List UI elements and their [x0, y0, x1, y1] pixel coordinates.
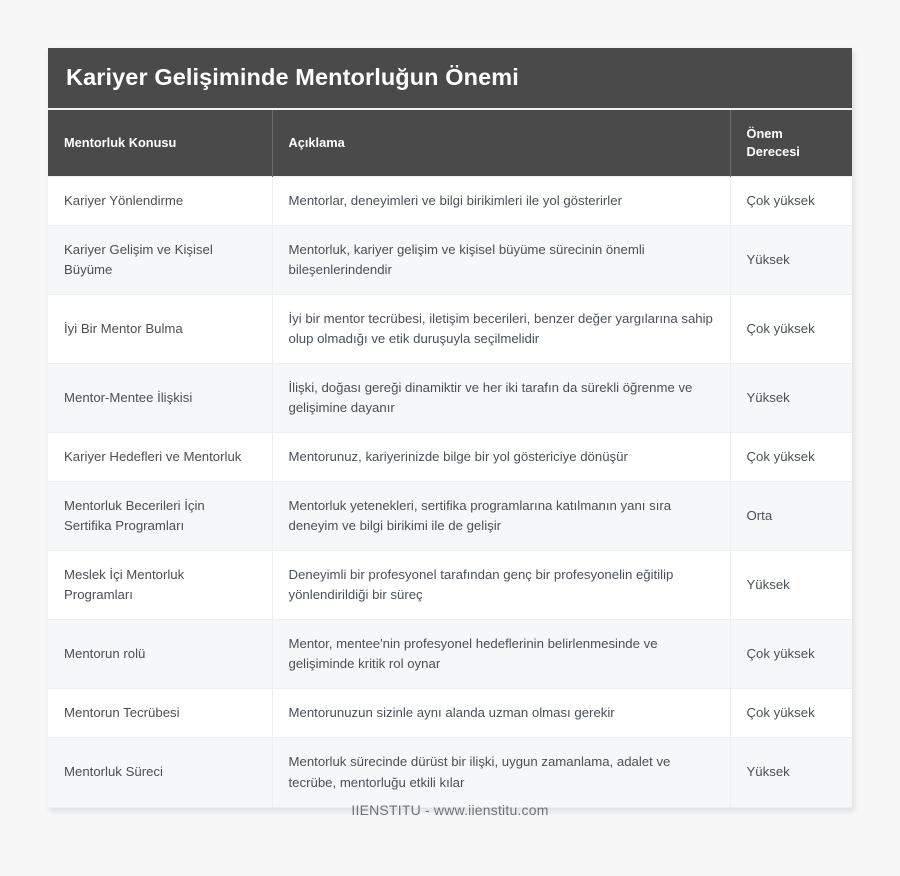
table-header-row — [48, 110, 852, 176]
table-row — [48, 738, 852, 807]
cell-topic: Mentorluk Becerileri İçin Sertifika Programları — [48, 482, 272, 551]
cell-description: Mentorlar, deneyimleri ve bilgi birikimleri ile yol gösterirler — [272, 176, 730, 225]
column-header-importance-line2: Derecesi — [746, 143, 800, 159]
cell-importance: Orta — [730, 482, 852, 551]
cell-description: İyi bir mentor tecrübesi, iletişim becerileri, benzer değer yargılarına sahip olup olmadığı ve etik duruşuyla seçilmelidir — [272, 294, 730, 363]
column-header-importance — [730, 110, 852, 176]
table-row — [48, 225, 852, 294]
table-row — [48, 294, 852, 363]
cell-topic: Kariyer Yönlendirme — [48, 176, 272, 225]
cell-description: Deneyimli bir profesyonel tarafından genç bir profesyonelin eğitilip yönlendirildiği bir süreç — [272, 551, 730, 620]
table-row — [48, 620, 852, 689]
table-body — [48, 176, 852, 807]
footer-branding: IIENSTITU - www.iienstitu.com — [351, 802, 549, 818]
table-row — [48, 482, 852, 551]
page-title: Kariyer Gelişiminde Mentorluğun Önemi — [66, 64, 519, 91]
column-header-description: Açıklama — [272, 110, 730, 176]
column-header-topic: Mentorluk Konusu — [48, 110, 272, 176]
table-row — [48, 176, 852, 225]
table-header — [48, 110, 852, 176]
mentorship-table — [48, 110, 852, 808]
cell-topic: Kariyer Hedefleri ve Mentorluk — [48, 432, 272, 481]
cell-importance: Çok yüksek — [730, 294, 852, 363]
cell-topic: Mentor-Mentee İlişkisi — [48, 363, 272, 432]
cell-importance: Çok yüksek — [730, 176, 852, 225]
cell-topic: Mentorluk Süreci — [48, 738, 272, 807]
cell-description: Mentorluk yetenekleri, sertifika programlarına katılmanın yanı sıra deneyim ve bilgi birikimi ile de gelişir — [272, 482, 730, 551]
cell-importance: Yüksek — [730, 551, 852, 620]
table-row — [48, 363, 852, 432]
cell-topic: Meslek İçi Mentorluk Programları — [48, 551, 272, 620]
cell-importance: Çok yüksek — [730, 689, 852, 738]
infographic-card — [48, 48, 852, 808]
cell-topic: İyi Bir Mentor Bulma — [48, 294, 272, 363]
cell-description: Mentorluk, kariyer gelişim ve kişisel büyüme sürecinin önemli bileşenlerindendir — [272, 225, 730, 294]
cell-description: Mentorluk sürecinde dürüst bir ilişki, uygun zamanlama, adalet ve tecrübe, mentorluğu etkili kılar — [272, 738, 730, 807]
cell-importance: Yüksek — [730, 738, 852, 807]
cell-description: İlişki, doğası gereği dinamiktir ve her iki tarafın da sürekli öğrenme ve gelişimine dayanır — [272, 363, 730, 432]
cell-description: Mentorunuz, kariyerinizde bilge bir yol göstericiye dönüşür — [272, 432, 730, 481]
cell-importance: Çok yüksek — [730, 432, 852, 481]
table-row — [48, 432, 852, 481]
cell-importance: Yüksek — [730, 363, 852, 432]
cell-description: Mentor, mentee'nin profesyonel hedeflerinin belirlenmesinde ve gelişiminde kritik rol oynar — [272, 620, 730, 689]
table-row — [48, 551, 852, 620]
table-row — [48, 689, 852, 738]
column-header-importance-line1: Önem — [746, 125, 783, 141]
cell-description: Mentorunuzun sizinle aynı alanda uzman olması gerekir — [272, 689, 730, 738]
cell-importance: Çok yüksek — [730, 620, 852, 689]
cell-topic: Mentorun rolü — [48, 620, 272, 689]
cell-importance: Yüksek — [730, 225, 852, 294]
card-title-bar — [48, 48, 852, 110]
cell-topic: Mentorun Tecrübesi — [48, 689, 272, 738]
cell-topic: Kariyer Gelişim ve Kişisel Büyüme — [48, 225, 272, 294]
